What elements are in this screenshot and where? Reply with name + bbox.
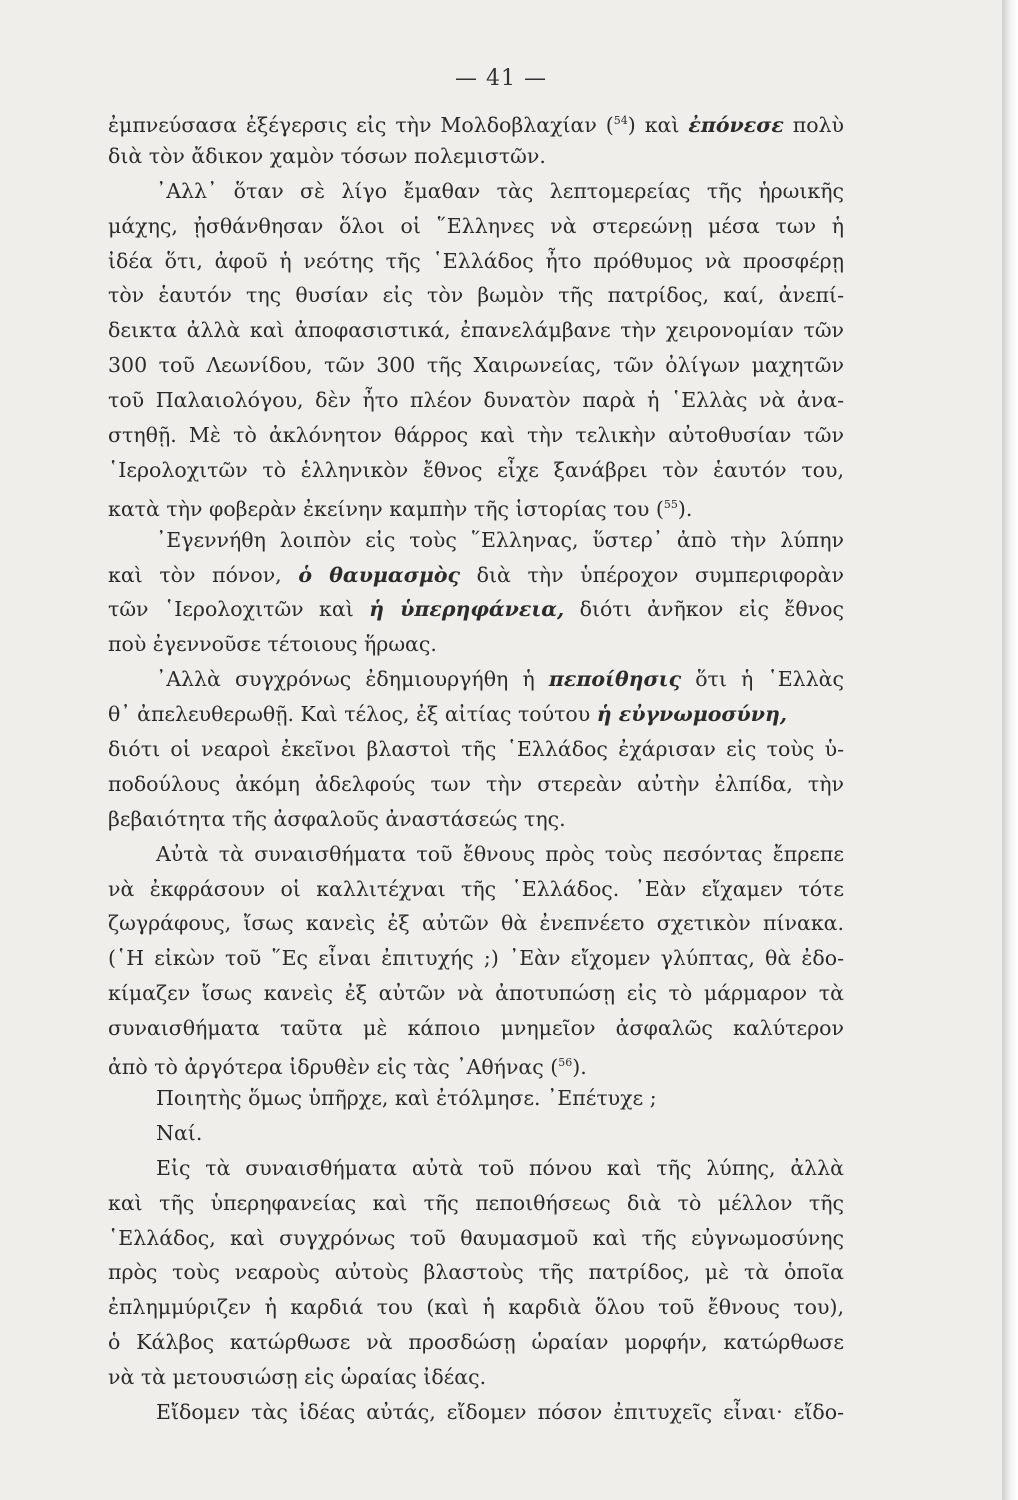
text-run: συναισθήματα ταῦτα μὲ κάποιο μνημεῖον ἀσφαλῶς καλύτερον — [108, 1016, 844, 1041]
text-line — [108, 348, 844, 383]
text-line — [108, 209, 844, 244]
emphasis-text: πεποίθησις — [548, 667, 682, 692]
text-line — [108, 104, 844, 139]
text-line — [108, 837, 844, 872]
text-run: κατὰ τὴν φοβερὰν ἐκείνην καμπὴν τῆς ἱστορίας του ( — [108, 496, 664, 521]
text-run: καὶ τὸν πόνον, — [108, 562, 299, 587]
text-line — [108, 313, 844, 348]
text-run: ἐμπνεύσασα ἐξέγερσις εἰς τὴν Μολδοβλαχίαν ( — [108, 112, 614, 137]
footnote-ref: 56 — [558, 1056, 573, 1070]
text-run: τὸν ἑαυτόν της θυσίαν εἰς τὸν βωμὸν τῆς πατρίδος, καί, ἀνεπί- — [108, 283, 844, 308]
footnote-ref: 54 — [613, 114, 628, 127]
text-line — [108, 1151, 844, 1186]
text-run: ὅτι ἡ ῾Ελλὰς — [681, 667, 844, 692]
text-run: μάχης, ᾐσθάνθησαν ὅλοι οἱ ῞Ελληνες νὰ στερεώνῃ μέσα των ἡ — [108, 213, 844, 238]
text-line — [108, 1046, 844, 1081]
text-run: 300 τοῦ Λεωνίδου, τῶν 300 τῆς Χαιρωνείας, τῶν ὀλίγων μαχητῶν — [108, 353, 844, 378]
text-line — [108, 802, 844, 837]
text-run: Ναί. — [156, 1120, 203, 1145]
text-line — [108, 383, 844, 418]
text-run: διότι ἀνῆκον εἰς ἔθνος — [564, 597, 844, 622]
text-line — [108, 174, 844, 209]
text-run: διότι οἱ νεαροὶ ἐκεῖνοι βλαστοὶ τῆς ῾Ελλάδος ἐχάρισαν εἰς τοὺς ὑ- — [108, 737, 844, 762]
text-line — [108, 1186, 844, 1221]
text-line — [108, 488, 844, 523]
text-line — [108, 1325, 844, 1360]
emphasis-text: ἡ εὐγνωμοσύνη, — [596, 702, 788, 727]
text-run: κίμαζεν ἴσως κανεὶς ἐξ αὐτῶν νὰ ἀποτυπώσῃ εἰς τὸ μάρμαρον τὰ — [108, 981, 844, 1006]
text-run: Ποιητὴς ὅμως ὑπῆρχε, καὶ ἐτόλμησε. ᾿Επέτυχε ; — [156, 1085, 657, 1110]
text-run: ῾Ιερολοχιτῶν τὸ ἑλληνικὸν ἔθνος εἶχε ξανάβρει τὸν ἑαυτόν του, — [108, 457, 844, 482]
text-run: διὰ τὴν ὑπέροχον συμπεριφορὰν — [459, 562, 844, 587]
text-run: δεικτα ἀλλὰ καὶ ἀποφασιστικά, ἐπανελάμβανε τὴν χειρονομίαν τῶν — [108, 318, 844, 343]
text-line — [108, 1360, 844, 1395]
footnote-ref: 55 — [663, 497, 678, 511]
text-line — [108, 1011, 844, 1046]
text-line — [108, 1255, 844, 1290]
text-run: νὰ τὰ μετουσιώσῃ εἰς ὡραίας ἰδέας. — [108, 1365, 487, 1390]
text-run: τοῦ Παλαιολόγου, δὲν ἦτο πλέον δυνατὸν παρὰ ἡ ῾Ελλὰς νὰ ἀνα- — [108, 388, 844, 413]
text-run: (῾Η εἰκὼν τοῦ ῞Ες εἶναι ἐπιτυχής ;) ᾿Εὰν εἴχομεν γλύπτας, θὰ ἐδο- — [108, 946, 844, 971]
text-line — [108, 767, 844, 802]
body-text — [108, 104, 844, 1430]
text-run: ). — [572, 1054, 587, 1079]
text-line — [108, 523, 844, 558]
text-line — [108, 906, 844, 941]
text-line — [108, 872, 844, 907]
text-run: Εἴδομεν τὰς ἰδέας αὐτάς, εἴδομεν πόσον ἐπιτυχεῖς εἶναι· εἴδο- — [156, 1399, 844, 1424]
text-run: ἰδέα ὅτι, ἀφοῦ ἡ νεότης τῆς ῾Ελλάδος ἦτο πρόθυμος νὰ προσφέρῃ — [108, 248, 844, 273]
text-line — [108, 1081, 844, 1116]
text-run: διὰ τὸν ἄδικον χαμὸν τόσων πολεμιστῶν. — [108, 143, 546, 168]
text-line — [108, 1395, 844, 1430]
text-run: Εἰς τὰ συναισθήματα αὐτὰ τοῦ πόνου καὶ τῆς λύπης, ἀλλὰ — [156, 1155, 844, 1180]
text-run: ὁ Κάλβος κατώρθωσε νὰ προσδώσῃ ὡραίαν μορφήν, κατώρθωσε — [108, 1330, 844, 1355]
text-line — [108, 278, 844, 313]
page-number: — 41 — — [455, 66, 547, 91]
text-run: θ᾿ ἀπελευθερωθῇ. Καὶ τέλος, ἐξ αἰτίας τούτου — [108, 702, 597, 727]
emphasis-text: ἡ ὑπερηφάνεια, — [369, 597, 565, 622]
text-line — [108, 244, 844, 279]
text-line — [108, 941, 844, 976]
emphasis-text: ἐπόνεσε — [688, 112, 784, 137]
text-line — [108, 592, 844, 627]
text-run: ἀπὸ τὸ ἀργότερα ἱδρυθὲν εἰς τὰς ᾿Αθήνας ( — [108, 1054, 559, 1079]
text-run: τῶν ῾Ιερολοχιτῶν καὶ — [108, 597, 370, 622]
text-line — [108, 976, 844, 1011]
text-run: καὶ τῆς ὑπερηφανείας καὶ τῆς πεποιθήσεως διὰ τὸ μέλλον τῆς — [108, 1190, 844, 1215]
text-line — [108, 732, 844, 767]
text-line — [108, 662, 844, 697]
text-run: ᾿Εγεννήθη λοιπὸν εἰς τοὺς ῞Ελληνας, ὕστερ᾿ ἀπὸ τὴν λύπην — [156, 527, 844, 552]
text-run: νὰ ἐκφράσουν οἱ καλλιτέχναι τῆς ῾Ελλάδος. ᾿Εὰν εἴχαμεν τότε — [108, 876, 844, 901]
text-run: ). — [677, 496, 693, 521]
text-run: ῾Ελλάδος, καὶ συγχρόνως τοῦ θαυμασμοῦ καὶ τῆς εὐγνωμοσύνης — [108, 1225, 844, 1250]
text-line — [108, 139, 844, 174]
text-run: ᾿Αλλ᾿ ὅταν σὲ λίγο ἔμαθαν τὰς λεπτομερείας τῆς ἡρωικῆς — [156, 178, 844, 203]
text-run: ἐπλημμύριζεν ἡ καρδιά του (καὶ ἡ καρδιὰ ὅλου τοῦ ἔθνους του), — [108, 1295, 844, 1320]
text-run: ᾿Αλλὰ συγχρόνως ἐδημιουργήθη ἡ — [156, 667, 549, 692]
text-line — [108, 1221, 844, 1256]
text-line — [108, 418, 844, 453]
text-run: ποὺ ἐγεννοῦσε τέτοιους ἥρωας. — [108, 632, 437, 657]
text-line — [108, 453, 844, 488]
text-line — [108, 697, 844, 732]
text-line — [108, 1290, 844, 1325]
text-line — [108, 627, 844, 662]
text-line — [108, 1116, 844, 1151]
text-line — [108, 558, 844, 593]
text-run: πολὺ — [783, 112, 844, 137]
text-run: Αὐτὰ τὰ συναισθήματα τοῦ ἔθνους πρὸς τοὺς πεσόντας ἔπρεπε — [156, 841, 844, 866]
text-run: βεβαιότητα τῆς ἀσφαλοῦς ἀναστάσεώς της. — [108, 806, 566, 831]
text-run: πρὸς τοὺς νεαροὺς αὐτοὺς βλαστοὺς τῆς πατρίδος, μὲ τὰ ὁποῖα — [108, 1260, 844, 1285]
page-edge — [1002, 0, 1018, 1500]
text-run: ) καὶ — [627, 112, 689, 137]
text-run: στηθῇ. Μὲ τὸ ἀκλόνητον θάρρος καὶ τὴν τελικὴν αὐτοθυσίαν τῶν — [108, 423, 844, 448]
text-run: ζωγράφους, ἴσως κανεὶς ἐξ αὐτῶν θὰ ἐνεπνέετο σχετικὸν πίνακα. — [108, 911, 844, 936]
emphasis-text: ὁ θαυμασμὸς — [298, 562, 460, 587]
text-run: ποδούλους ἀκόμη ἀδελφούς των τὴν στερεὰν αὐτὴν ἐλπίδα, τὴν — [108, 771, 844, 796]
